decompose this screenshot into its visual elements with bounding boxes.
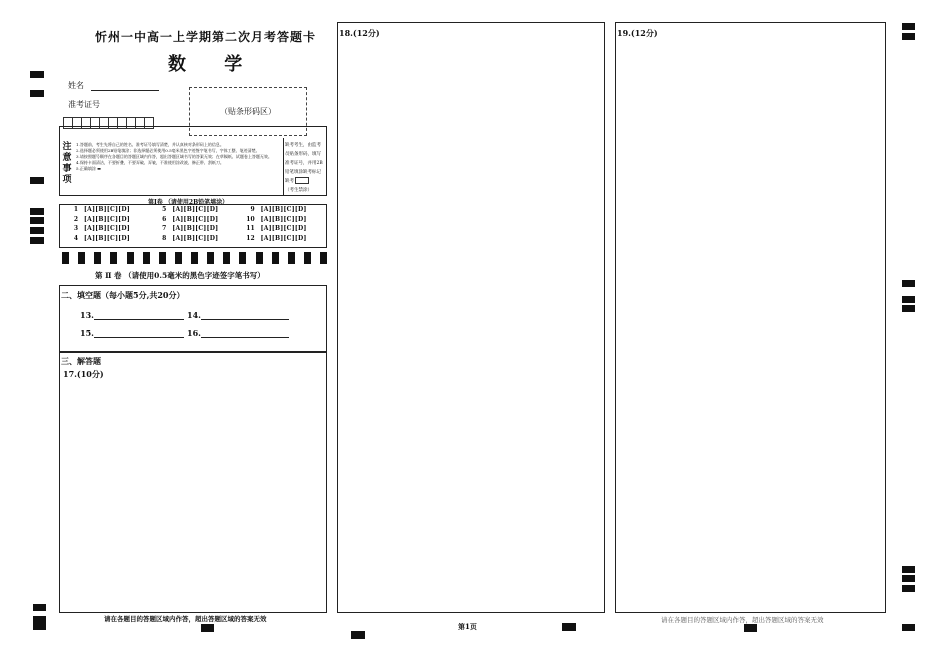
answer-options[interactable]: [A][B][C][D] [84, 206, 131, 214]
answer-options[interactable]: [A][B][C][D] [172, 215, 219, 223]
answer-row: 4 [A][B][C][D] 8 [A][B][C][D] 12 [A][B][C][D] [73, 234, 307, 242]
blank-13[interactable]: 13. [80, 310, 184, 320]
absent-note: 缺考考生，由监考 员贴条形码，填写 准考证号，并用2B 铅笔填涂缺考标记 缺考 （考生禁涂） [285, 143, 323, 193]
barcode-area-label: （贴条形码区） [220, 107, 276, 116]
blank-16[interactable]: 16. [187, 328, 289, 338]
timing-mark [30, 90, 44, 97]
answer-options[interactable]: [A][B][C][D] [260, 215, 307, 223]
footer-warning: 请在各题目的答题区域内作答，超出答题区域的答案无效 [104, 615, 267, 623]
name-field[interactable] [68, 80, 159, 91]
answer-box-17[interactable] [59, 352, 327, 613]
timing-mark [30, 217, 44, 224]
timing-mark [33, 616, 46, 630]
timing-mark [902, 575, 915, 582]
answer-options[interactable]: [A][B][C][D] [260, 234, 307, 242]
answer-options[interactable]: [A][B][C][D] [84, 225, 131, 233]
answer-options[interactable]: [A][B][C][D] [260, 225, 307, 233]
blank-14[interactable]: 14. [187, 310, 289, 320]
absent-box[interactable] [295, 177, 309, 184]
timing-mark [201, 624, 214, 632]
timing-mark [562, 623, 576, 631]
answer-options[interactable]: [A][B][C][D] [260, 206, 307, 214]
section2-title: 第 Ⅱ 卷 （请使用0.5毫米的黑色字迹签字笔书写） [95, 271, 265, 280]
solutions-heading: 三、解答题 [61, 356, 101, 366]
answer-options[interactable]: [A][B][C][D] [84, 234, 131, 242]
timing-mark [30, 71, 44, 78]
answer-box-19[interactable] [615, 22, 886, 613]
question-18-label: 18.(12分) [339, 28, 380, 38]
timing-mark [902, 296, 915, 303]
answer-row: 2 [A][B][C][D] 6 [A][B][C][D] 10 [A][B][C][D] [73, 215, 307, 223]
timing-mark [902, 585, 915, 592]
notice-side-divider [283, 138, 284, 196]
subject-title: 数 学 [168, 54, 259, 75]
question-17-label: 17.(10分) [63, 369, 104, 379]
timing-stripe [62, 252, 327, 264]
name-label: 姓名 [68, 81, 84, 90]
timing-mark [30, 177, 44, 184]
answer-options[interactable]: [A][B][C][D] [172, 225, 219, 233]
timing-mark [902, 280, 915, 287]
page-number: 第1页 [458, 622, 477, 631]
answer-row: 1 [A][B][C][D] 5 [A][B][C][D] 9 [A][B][C][D] [73, 206, 307, 214]
fill-blank-heading: 二、填空题（每小题5分,共20分） [61, 290, 185, 300]
name-line[interactable] [91, 82, 159, 91]
exam-id-label: 准考证号 [68, 100, 100, 109]
question-19-label: 19.(12分) [617, 28, 658, 38]
notice-label: 注 意 事 项 [62, 142, 72, 185]
timing-mark [30, 208, 44, 215]
sheet-title: 忻州一中高一上学期第二次月考答题卡 [95, 30, 317, 44]
blank-15[interactable]: 15. [80, 328, 184, 338]
timing-mark [902, 624, 915, 631]
timing-mark [30, 227, 44, 234]
footer-warning-right: 请在各题目的答题区域内作答，超出答题区域的答案无效 [661, 616, 824, 624]
timing-mark [33, 604, 46, 611]
timing-mark [902, 305, 915, 312]
timing-mark [30, 237, 44, 244]
notice-text: 1.答题前，考生先将自己的姓名、准考证号填写清楚，并认真核对条形码上的信息。 2.选择题必须使用2B铅笔填涂；非选择题必须使用0.5毫米黑色字迹签字笔书写，字体工整、笔迹清楚。 3.请按照题号顺序在各题目的答题区域内作答，超出答题区域书写的答案无效；在草稿纸、试题卷上答题无效。 4.保持卡面清洁，不要折叠，不要弄破、弄皱，不准使用涂改液、修正带、刮纸刀。 5.正确填涂 ▬ [76, 142, 272, 171]
timing-mark [902, 23, 915, 30]
section1-title: 第Ⅰ卷 （请使用2B铅笔填涂） [148, 199, 229, 206]
answer-options[interactable]: [A][B][C][D] [172, 206, 219, 214]
answer-grid [60, 205, 325, 243]
timing-mark [351, 631, 365, 639]
answer-options[interactable]: [A][B][C][D] [84, 215, 131, 223]
timing-mark [902, 566, 915, 573]
timing-mark [902, 33, 915, 40]
answer-row: 3 [A][B][C][D] 7 [A][B][C][D] 11 [A][B][C][D] [73, 225, 307, 233]
timing-mark [744, 624, 757, 632]
answer-box-18[interactable] [337, 22, 605, 613]
answer-options[interactable]: [A][B][C][D] [172, 234, 219, 242]
